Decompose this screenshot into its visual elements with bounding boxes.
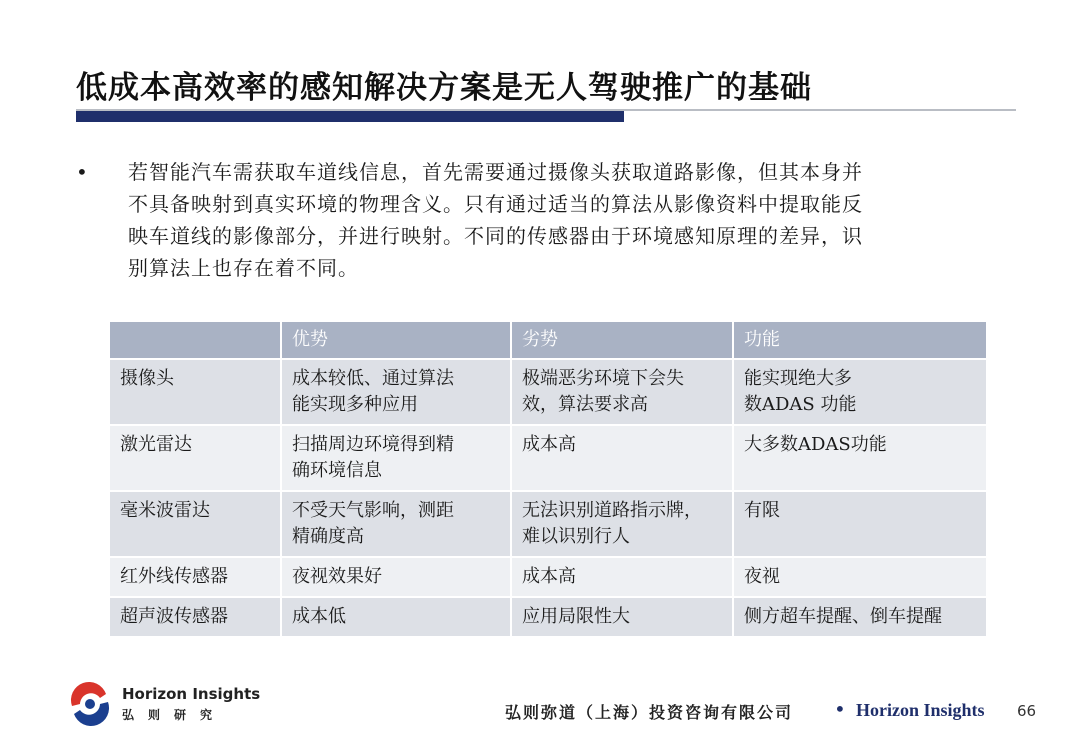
logo-english-text: Horizon Insights	[122, 685, 261, 703]
sensor-name-cell: 毫米波雷达	[110, 492, 280, 556]
function-cell: 侧方超车提醒、倒车提醒	[734, 598, 986, 636]
disadvantage-cell: 应用局限性大	[512, 598, 732, 636]
page-number: 66	[1017, 702, 1037, 720]
slide-title: 低成本高效率的感知解决方案是无人驾驶推广的基础	[76, 70, 812, 106]
horizon-logo-icon	[66, 680, 114, 728]
title-accent-bar	[76, 111, 624, 122]
disadvantage-cell: 成本高	[512, 558, 732, 596]
disadvantage-cell: 成本高	[512, 426, 732, 490]
bullet-text: 若智能汽车需获取车道线信息，首先需要通过摄像头获取道路影像，但其本身并 不具备映射到真实环境的物理含义。只有通过适当的算法从影像资料中提取能反 映车道线的影像部分，并进行映射。不同的传感器由于环境感知原理的差异，识 别算法上也存在着不同。	[128, 160, 863, 280]
sensor-name-cell: 摄像头	[110, 360, 280, 424]
function-cell: 能实现绝大多 数ADAS 功能	[734, 360, 986, 424]
table-row	[110, 360, 986, 424]
function-cell: 大多数ADAS功能	[734, 426, 986, 490]
header-corner	[110, 322, 280, 358]
header-advantage: 优势	[282, 322, 510, 358]
advantage-cell: 不受天气影响，测距 精确度高	[282, 492, 510, 556]
header-function: 功能	[734, 322, 986, 358]
footer-brand-name: Horizon Insights	[856, 700, 985, 720]
sensor-name-cell: 红外线传感器	[110, 558, 280, 596]
footer-company-name: 弘则弥道（上海）投资咨询有限公司	[505, 703, 794, 722]
header-disadvantage: 劣势	[512, 322, 732, 358]
sensor-name-cell: 超声波传感器	[110, 598, 280, 636]
advantage-cell: 夜视效果好	[282, 558, 510, 596]
disadvantage-cell: 无法识别道路指示牌， 难以识别行人	[512, 492, 732, 556]
sensor-name-cell: 激光雷达	[110, 426, 280, 490]
logo-chinese-text: 弘则研究	[122, 708, 227, 722]
bullet-paragraph	[76, 156, 1016, 284]
table-row	[110, 492, 986, 556]
advantage-cell: 成本低	[282, 598, 510, 636]
disadvantage-cell: 极端恶劣环境下会失 效，算法要求高	[512, 360, 732, 424]
table-row	[110, 426, 986, 490]
footer-separator-dot: •	[834, 697, 846, 721]
sensor-comparison-table	[108, 320, 988, 638]
table-row	[110, 558, 986, 596]
bullet-marker: •	[76, 160, 88, 184]
function-cell: 有限	[734, 492, 986, 556]
table-header-row	[110, 322, 986, 358]
advantage-cell: 成本较低、通过算法 能实现多种应用	[282, 360, 510, 424]
table-row	[110, 598, 986, 636]
function-cell: 夜视	[734, 558, 986, 596]
advantage-cell: 扫描周边环境得到精 确环境信息	[282, 426, 510, 490]
